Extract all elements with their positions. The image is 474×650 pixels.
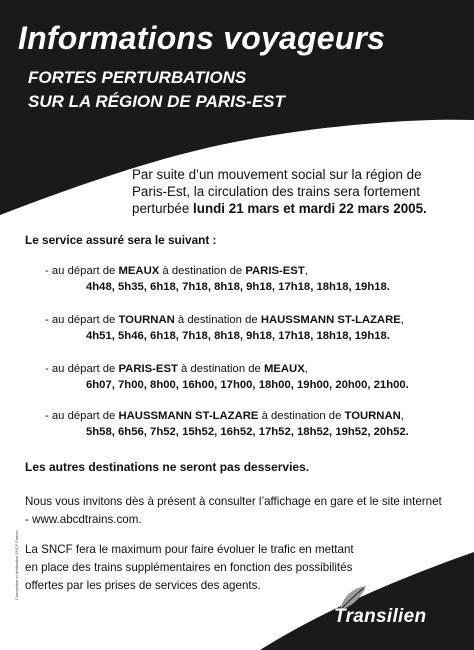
logo-text: Transilien xyxy=(334,606,427,627)
route-prefix: - au départ de xyxy=(45,363,119,375)
service-heading: Le service assuré sera le suivant : xyxy=(25,233,217,247)
route-item xyxy=(45,363,409,395)
route-destination: HAUSSMANN ST-LAZARE xyxy=(260,314,401,326)
other-destinations-notice: Les autres destinations ne seront pas desservies. xyxy=(25,460,310,474)
route-description xyxy=(45,363,409,379)
subtitle-line-2: SUR LA RÉGION DE PARIS-EST xyxy=(28,92,285,111)
route-origin: MEAUX xyxy=(118,265,160,277)
route-suffix: , xyxy=(400,314,404,326)
route-destination: TOURNAN xyxy=(344,410,401,422)
route-prefix: - au départ de xyxy=(45,410,119,422)
route-times: 6h07, 7h00, 8h00, 16h00, 17h00, 18h00, 19h00, 20h00, 21h00. xyxy=(86,379,409,391)
sncf-line-2: en place des trains supplémentaires en fonction des possibilités xyxy=(25,561,353,574)
subtitle-line-1: FORTES PERTURBATIONS xyxy=(28,68,247,87)
intro-paragraph xyxy=(132,166,466,217)
intro-line-2: Paris-Est, la circulation des trains sera fortement xyxy=(132,184,421,199)
route-times: 5h58, 6h56, 7h52, 15h52, 16h52, 17h52, 18h52, 19h52, 20h52. xyxy=(86,426,409,438)
route-middle: à destination de xyxy=(177,363,264,375)
route-times: 4h48, 5h35, 6h18, 7h18, 8h18, 9h18, 17h18, 18h18, 19h18. xyxy=(86,281,390,293)
route-origin: HAUSSMANN ST-LAZARE xyxy=(118,410,259,422)
route-item xyxy=(45,314,404,346)
intro-dates: lundi 21 mars et mardi 22 mars 2005. xyxy=(193,201,427,216)
route-origin: PARIS-EST xyxy=(118,363,178,375)
route-description xyxy=(45,314,404,330)
route-prefix: - au départ de xyxy=(45,314,119,326)
route-description xyxy=(45,265,390,281)
website-text: - www.abcdtrains.com. xyxy=(25,513,142,526)
route-middle: à destination de xyxy=(174,314,261,326)
route-item xyxy=(45,410,409,442)
route-middle: à destination de xyxy=(159,265,246,277)
transilien-logo xyxy=(318,580,468,644)
route-middle: à destination de xyxy=(258,410,345,422)
route-description xyxy=(45,410,409,426)
route-times: 4h51, 5h46, 6h18, 7h18, 8h18, 9h18, 17h18, 18h18, 19h18. xyxy=(86,330,390,342)
route-destination: MEAUX xyxy=(263,363,305,375)
route-suffix: , xyxy=(304,265,308,277)
sncf-line-3: offertes par les prises de services des agents. xyxy=(25,579,261,592)
sncf-line-1: La SNCF fera le maximum pour faire évoluer le trafic en mettant xyxy=(25,543,354,556)
page-title: Informations voyageurs xyxy=(18,20,386,56)
route-destination: PARIS-EST xyxy=(245,265,305,277)
route-prefix: - au départ de xyxy=(45,265,119,277)
invite-line-1: Nous vous invitons dès à présent à consulter l’affichage en gare et le site internet xyxy=(25,495,442,508)
route-origin: TOURNAN xyxy=(118,314,175,326)
invite-paragraph xyxy=(25,493,470,529)
intro-line-3-prefix: perturbée xyxy=(132,201,194,216)
route-suffix: , xyxy=(400,410,404,422)
route-suffix: , xyxy=(304,363,308,375)
intro-line-3 xyxy=(132,200,466,217)
vertical-credit-note: Conception et réalisation SNCF France xyxy=(14,530,19,600)
intro-line-1: Par suite d’un mouvement social sur la région de xyxy=(132,167,422,182)
route-item xyxy=(45,265,390,297)
